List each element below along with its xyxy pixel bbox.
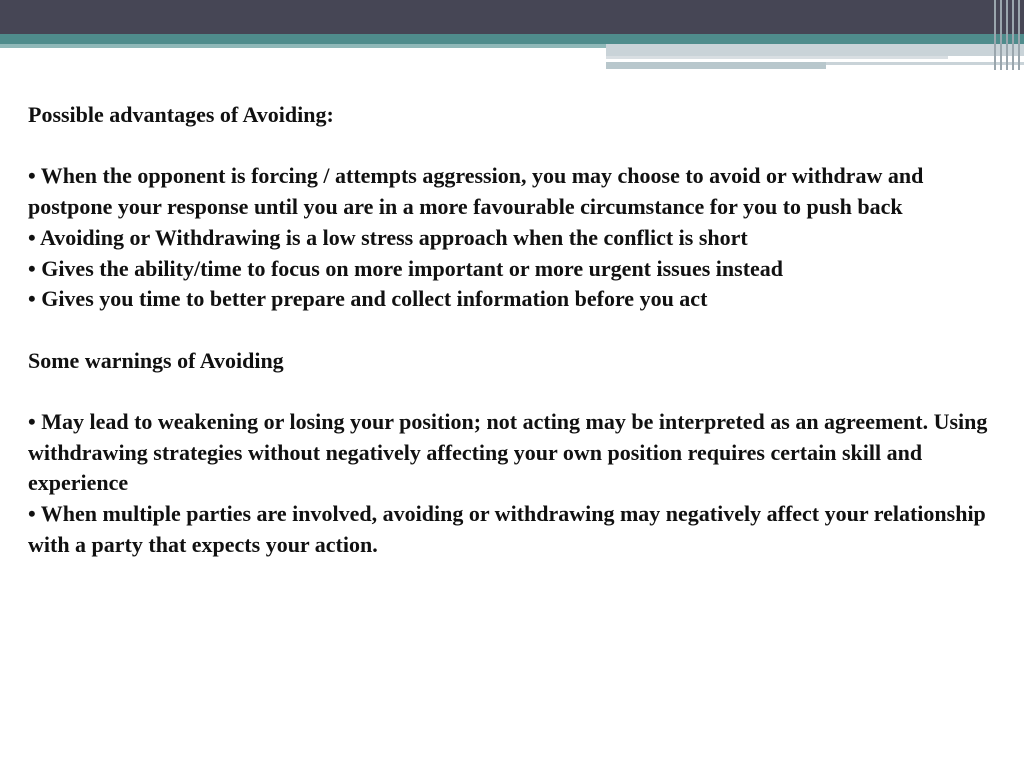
spacer	[28, 376, 988, 407]
stripe	[1006, 0, 1008, 70]
warning-bullet: • When multiple parties are involved, avoiding or withdrawing may negatively affect your relationship with a party that expects your action.	[28, 501, 986, 557]
header-accent-bar	[606, 62, 826, 69]
warnings-heading: Some warnings of Avoiding	[28, 347, 284, 373]
header-accent-bar	[606, 56, 948, 59]
advantages-heading: Possible advantages of Avoiding:	[28, 102, 334, 127]
header-stripes	[992, 0, 1024, 70]
header-teal-light-band	[0, 44, 606, 48]
spacer	[28, 315, 988, 346]
spacer	[28, 131, 988, 162]
advantage-bullet: • Avoiding or Withdrawing is a low stress approach when the conflict is short	[28, 224, 748, 250]
stripe	[994, 0, 996, 70]
advantage-bullet: • Gives you time to better prepare and collect information before you act	[28, 286, 708, 312]
header-gray-band	[606, 44, 1024, 56]
header-teal-band	[0, 34, 1024, 44]
stripe	[1018, 0, 1020, 70]
stripe	[1012, 0, 1014, 70]
advantage-bullet: • When the opponent is forcing / attempts aggression, you may choose to avoid or withdraw and postpone your response until you are in a more favourable circumstance for you to push back	[28, 163, 924, 220]
advantage-bullet: • Gives the ability/time to focus on more important or more urgent issues instead	[28, 255, 784, 281]
stripe	[1000, 0, 1002, 70]
header-dark-band	[0, 0, 1024, 34]
slide-body	[28, 100, 988, 561]
warning-bullet: • May lead to weakening or losing your position; not acting may be interpreted as an agreement. Using withdrawing strategies without negatively affecting your own position requires certain skill and experience	[28, 408, 988, 496]
